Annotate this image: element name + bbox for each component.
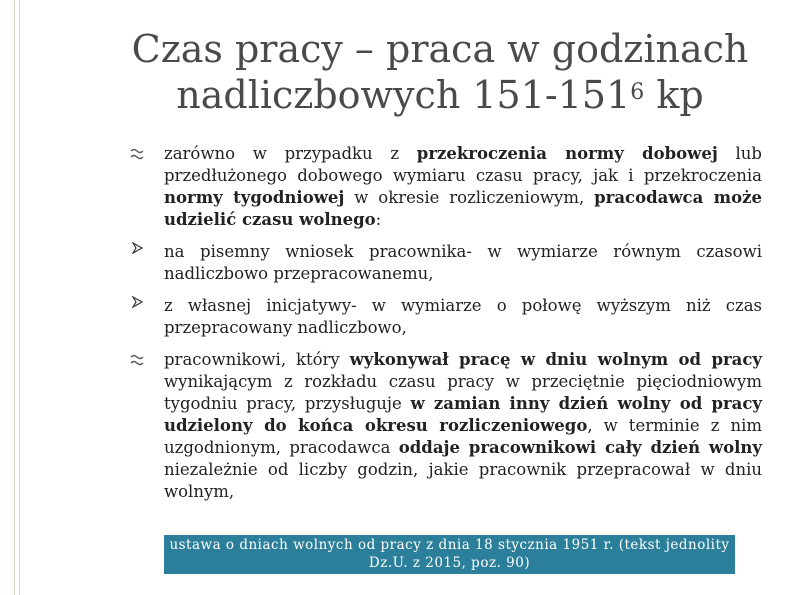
- title-superscript: 6: [630, 80, 645, 105]
- text: lub przedłużonego dobowego wymiaru czasu pracy, jak i przekroczenia: [164, 144, 762, 185]
- list-item: [130, 143, 762, 231]
- arrow-icon: [130, 295, 144, 309]
- text: na pisemny wniosek pracownika- w wymiarze równym czasowi nadliczbowo przepracowanemu,: [164, 242, 762, 283]
- decorative-line: [19, 0, 20, 595]
- bold-text: w zamian inny dzień wolny od pracy udzielony do końca okresu rozliczeniowego: [164, 394, 762, 435]
- bold-text: pracodawca może udzielić czasu wolnego: [164, 188, 762, 229]
- title-line-2-tail: kp: [644, 73, 704, 117]
- bold-text: przekroczenia normy dobowej: [416, 144, 718, 163]
- arrow-icon: [130, 241, 144, 255]
- list-item: [130, 349, 762, 503]
- source-citation: ustawa o dniach wolnych od pracy z dnia 18 stycznia 1951 r. (tekst jednolity Dz.U. z 2015, poz. 90): [164, 535, 735, 574]
- slide-title: [120, 26, 760, 118]
- bold-text: wykonywał pracę w dniu wolnym od pracy: [349, 350, 762, 369]
- decorative-line: [14, 0, 15, 595]
- bullet-list: [130, 143, 762, 513]
- list-item: [130, 241, 762, 285]
- text: pracownikowi, który: [164, 350, 350, 369]
- bold-text: normy tygodniowej: [164, 188, 345, 207]
- scroll-icon: [130, 353, 144, 367]
- text: zarówno w przypadku z: [164, 144, 417, 163]
- bold-text: oddaje pracownikowi cały dzień wolny: [398, 438, 762, 457]
- title-line-2: [120, 72, 760, 118]
- text: , w terminie z nim uzgodnionym, pracodawca: [164, 416, 763, 457]
- text: wynikającym z rozkładu czasu pracy w przeciętnie pięciodniowym tygodniu pracy, przysługuje: [164, 372, 762, 413]
- text: z własnej inicjatywy- w wymiarze o połowę wyższym niż czas przepracowany nadliczbowo,: [164, 296, 762, 337]
- title-line-2-text: nadliczbowych 151-151: [176, 73, 631, 117]
- text: niezależnie od liczby godzin, jakie pracownik przepracował w dniu wolnym,: [164, 460, 762, 501]
- text: :: [375, 210, 382, 229]
- text: w okresie rozliczeniowym,: [344, 188, 595, 207]
- list-item: [130, 295, 762, 339]
- title-line-1: Czas pracy – praca w godzinach: [131, 27, 749, 71]
- scroll-icon: [130, 147, 144, 161]
